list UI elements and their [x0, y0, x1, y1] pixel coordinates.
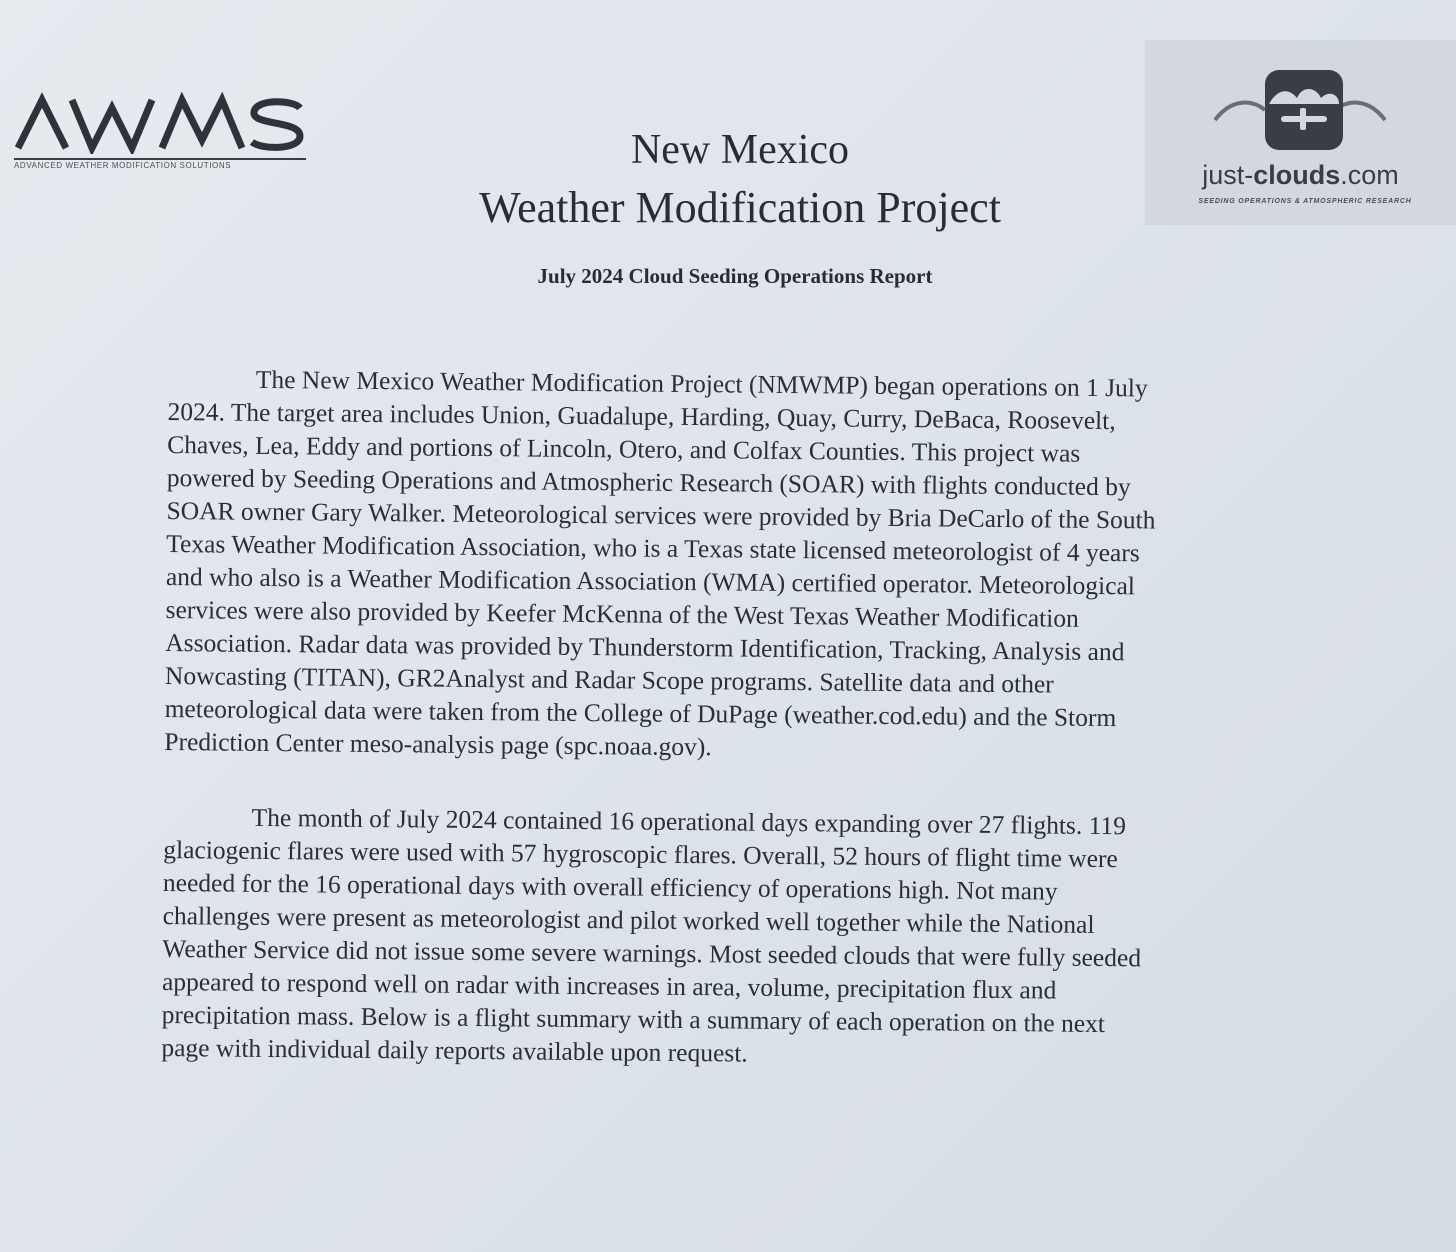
paragraph-line: Nowcasting (TITAN), GR2Analyst and Radar Scope programs. Satellite data and other	[164, 660, 1054, 699]
document-title-line-1: New Mexico	[630, 127, 850, 173]
paragraph-line: services were also provided by Keefer McKenna of the West Texas Weather Modification	[165, 594, 1079, 633]
paragraph-line: SOAR owner Gary Walker. Meteorological services were provided by Bria DeCarlo of the South	[166, 495, 1156, 535]
paragraph-2	[161, 800, 1288, 1075]
paragraph-line: powered by Seeding Operations and Atmospheric Research (SOAR) with flights conducted by	[166, 462, 1131, 502]
report-body	[161, 362, 1293, 1075]
awms-tagline: ADVANCED WEATHER MODIFICATION SOLUTIONS	[14, 158, 306, 170]
just-clouds-brand: just-clouds.com	[1202, 160, 1399, 190]
paragraph-1	[164, 362, 1293, 769]
paragraph-line: 2024. The target area includes Union, Guadalupe, Harding, Quay, Curry, DeBaca, Roosevelt,	[167, 396, 1116, 436]
just-clouds-tagline: SEEDING OPERATIONS & ATMOSPHERIC RESEARCH	[1198, 198, 1412, 205]
paragraph-line: Weather Service did not issue some severe warnings. Most seeded clouds that were fully seeded	[162, 933, 1142, 973]
paragraph-line: The New Mexico Weather Modification Project (NMWMP) began operations on 1 July	[255, 364, 1148, 403]
paragraph-line: precipitation mass. Below is a flight summary with a summary of each operation on the next	[161, 999, 1106, 1039]
paragraph-line: The month of July 2024 contained 16 operational days expanding over 27 flights. 119	[251, 802, 1127, 841]
paragraph-line: Prediction Center meso-analysis page (spc.noaa.gov).	[164, 726, 712, 762]
document-title-line-2: Weather Modification Project	[479, 183, 1001, 232]
paragraph-line: glaciogenic flares were used with 57 hygroscopic flares. Overall, 52 hours of flight time were	[163, 834, 1118, 874]
paragraph-line: Chaves, Lea, Eddy and portions of Lincoln, Otero, and Colfax Counties. This project was	[167, 429, 1081, 468]
paragraph-line: appeared to respond well on radar with increases in area, volume, precipitation flux and	[161, 966, 1057, 1005]
paragraph-line: needed for the 16 operational days with overall efficiency of operations high. Not many	[162, 867, 1058, 906]
paragraph-line: Texas Weather Modification Association, who is a Texas state licensed meteorologist of 4 years	[166, 528, 1140, 568]
paragraph-line: meteorological data were taken from the College of DuPage (weather.cod.edu) and the Storm	[164, 693, 1117, 733]
paragraph-line: page with individual daily reports available upon request.	[161, 1032, 748, 1068]
paragraph-line: and who also is a Weather Modification Association (WMA) certified operator. Meteorological	[165, 561, 1136, 601]
paragraph-line: Association. Radar data was provided by Thunderstorm Identification, Tracking, Analysis and	[165, 627, 1125, 667]
paragraph-line: challenges were present as meteorologist and pilot worked well together while the National	[162, 900, 1095, 939]
document-subtitle: July 2024 Cloud Seeding Operations Report	[537, 264, 933, 288]
